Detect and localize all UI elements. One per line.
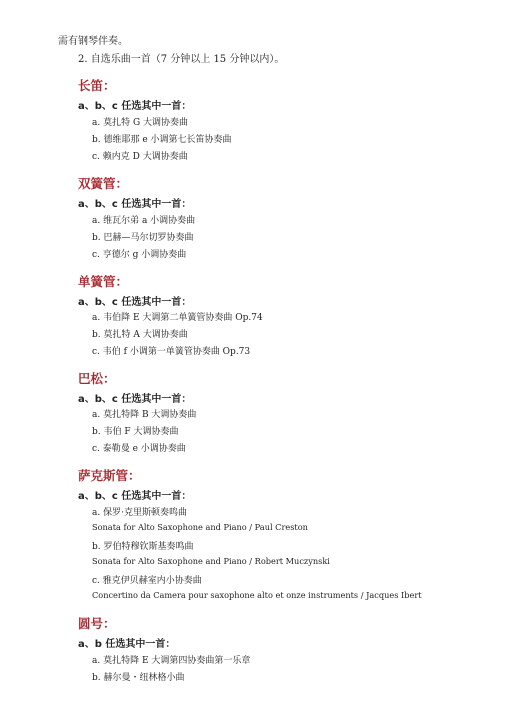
list-item: Sonata for Alto Saxophone and Piano / Robert Muczynski (92, 556, 330, 566)
section-choose-bassoon: a、b、c 任选其中一首： (78, 394, 192, 405)
list-item: b. 赫尔曼・纽林格小曲 (92, 673, 185, 683)
list-item: a. 莫扎特 G 大调协奏曲 (92, 118, 188, 128)
section-heading-horn: 圆号： (78, 616, 116, 631)
intro-line: 需有钢琴伴奏。 (58, 36, 128, 47)
section-heading-bassoon: 巴松： (78, 371, 116, 386)
list-item: b. 莫扎特 A 大调协奏曲 (92, 330, 188, 340)
section-choose-flute: a、b、c 任选其中一首： (78, 101, 192, 112)
list-item: c. 赖内克 D 大调协奏曲 (92, 152, 188, 162)
list-item: c. 泰勒曼 e 小调协奏曲 (92, 444, 186, 454)
requirement-line: 2. 自选乐曲一首（7 分钟以上 15 分钟以内）。 (78, 54, 285, 65)
list-item: a. 维瓦尔弟 a 小调协奏曲 (92, 216, 196, 226)
list-item: b. 德维耶那 e 小调第七长笛协奏曲 (92, 135, 232, 145)
list-item: a. 莫扎特降 E 大调第四协奏曲第一乐章 (92, 656, 251, 666)
list-item: c. 韦伯 f 小调第一单簧管协奏曲 Op.73 (92, 347, 251, 357)
list-item: b. 巴赫—马尔切罗协奏曲 (92, 233, 194, 243)
list-item: c. 雅克伊贝赫室内小协奏曲 (92, 576, 202, 586)
section-choose-horn: a、b 任选其中一首： (78, 639, 176, 650)
list-item: a. 韦伯降 E 大调第二单簧管协奏曲 Op.74 (92, 313, 263, 323)
list-item: a. 莫扎特降 B 大调协奏曲 (92, 410, 197, 420)
section-heading-saxophone: 萨克斯管： (78, 468, 141, 483)
section-heading-flute: 长笛： (78, 78, 116, 93)
list-item: b. 韦伯 F 大调协奏曲 (92, 427, 179, 437)
section-choose-saxophone: a、b、c 任选其中一首： (78, 491, 192, 502)
section-choose-clarinet: a、b、c 任选其中一首： (78, 297, 192, 308)
section-choose-oboe: a、b、c 任选其中一首： (78, 199, 192, 210)
section-heading-clarinet: 单簧管： (78, 274, 129, 289)
list-item: Sonata for Alto Saxophone and Piano / Paul Creston (92, 522, 308, 532)
list-item: b. 罗伯特穆钦斯基奏鸣曲 (92, 542, 194, 552)
list-item: Concertino da Camera pour saxophone alto et onze instruments / Jacques Ibert (92, 590, 422, 600)
list-item: a. 保罗·克里斯顿奏鸣曲 (92, 508, 187, 518)
list-item: c. 亨德尔 g 小调协奏曲 (92, 250, 187, 260)
section-heading-oboe: 双簧管： (78, 176, 129, 191)
